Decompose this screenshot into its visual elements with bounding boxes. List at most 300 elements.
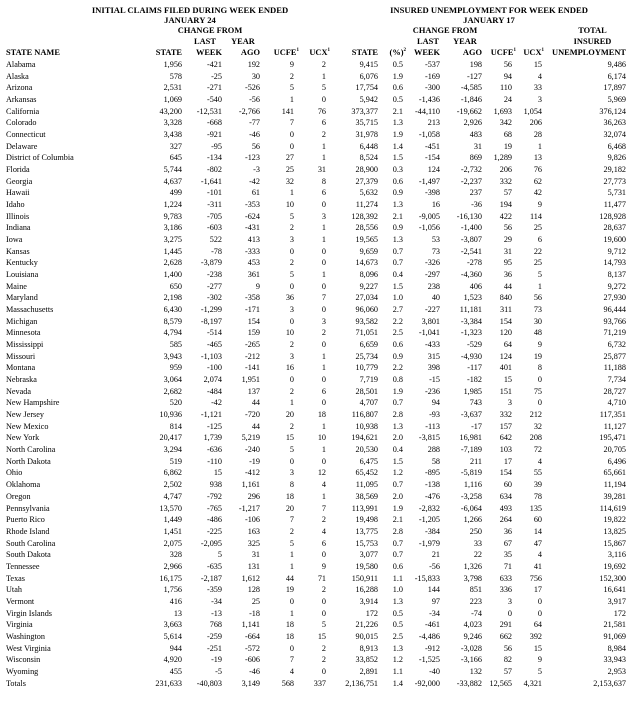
- state-claims-cell: 1,224: [163, 200, 182, 209]
- insured-change-last-week-cell: -1,205: [418, 515, 440, 525]
- claims-change-last-week-cell: -802: [206, 165, 222, 174]
- insured-change-year-ago-cell: 2,926: [463, 118, 482, 128]
- insured-ucfe-cell: 422: [499, 211, 512, 221]
- claims-ucx-cell: 15: [317, 631, 326, 641]
- total-insured-unemployment-cell: 15,867: [603, 538, 626, 548]
- insured-rate-cell: 1.0: [392, 585, 403, 595]
- insured-ucfe-cell: 56: [503, 223, 512, 233]
- claims-change-last-week-cell: 938: [209, 480, 222, 490]
- state-name-cell: Tennessee: [6, 561, 40, 571]
- claims-ucfe-cell: 141: [281, 106, 294, 116]
- insured-change-last-week-cell: -40: [429, 666, 440, 676]
- claims-ucx-cell: 71: [317, 573, 326, 583]
- insured-change-year-ago-cell: -3,166: [460, 655, 482, 665]
- insured-change-year-ago-cell: 483: [469, 130, 482, 139]
- insured-ucx-cell: 55: [533, 468, 542, 478]
- claims-ucfe-cell: 20: [285, 503, 294, 513]
- insured-change-year-ago-cell: 31: [473, 141, 482, 151]
- total-insured-unemployment-cell: 71,219: [603, 328, 626, 338]
- insured-ucx-cell: 76: [533, 165, 542, 174]
- state-name-cell: Michigan: [6, 316, 38, 326]
- claims-ucfe-cell: 1: [289, 398, 294, 408]
- claims-change-year-ago-cell: 3,149: [241, 678, 260, 688]
- claims-ucfe-cell: 27: [285, 153, 294, 163]
- insured-change-year-ago-cell: -2,237: [460, 176, 482, 186]
- insured-ucfe-cell: 24: [503, 95, 512, 104]
- insured-ucx-cell: 5: [537, 666, 542, 676]
- claims-change-last-week-cell: -1,299: [200, 305, 222, 315]
- insured-ucx-cell: 4: [537, 456, 542, 466]
- claims-change-year-ago-cell: 325: [247, 538, 260, 548]
- state-claims-cell: 645: [169, 153, 182, 163]
- claims-change-year-ago-cell: -353: [244, 200, 260, 209]
- claims-change-last-week-cell: -705: [206, 211, 222, 221]
- claims-ucfe-cell: 3: [289, 235, 294, 245]
- insured-ucx-cell: 41: [533, 561, 542, 571]
- claims-change-last-week-cell: -19: [211, 655, 222, 665]
- claims-ucfe-cell: 0: [289, 316, 294, 326]
- state-name-cell: Delaware: [6, 141, 38, 151]
- insured-change-year-ago-cell: -127: [466, 71, 482, 81]
- state-insured-cell: 4,707: [359, 398, 378, 408]
- claims-ucfe-cell: 5: [289, 83, 294, 93]
- claims-ucx-cell: 3: [321, 316, 326, 326]
- state-name-cell: Rhode Island: [6, 526, 50, 536]
- claims-ucfe-cell: 5: [289, 445, 294, 455]
- state-claims-cell: 4,920: [163, 655, 182, 665]
- insured-rate-cell: 1.3: [392, 596, 403, 606]
- state-insured-cell: 7,719: [359, 375, 378, 385]
- claims-ucx-cell: 1: [321, 445, 326, 455]
- insured-ucfe-cell: 120: [499, 328, 512, 338]
- state-insured-cell: 6,076: [359, 71, 378, 81]
- insured-ucx-cell: 22: [533, 246, 542, 256]
- insured-ucx-cell: 15: [533, 643, 542, 653]
- state-insured-cell: 28,556: [355, 223, 378, 233]
- insured-rate-cell: 2.5: [392, 328, 403, 338]
- claims-change-last-week-cell: -8,197: [200, 316, 222, 326]
- insured-ucx-cell: 17: [533, 585, 542, 595]
- insured-change-year-ago-cell: -2,541: [460, 246, 482, 256]
- insured-ucx-cell: 39: [533, 480, 542, 490]
- insured-rate-cell: 1.9: [392, 130, 403, 139]
- state-name-cell: Kansas: [6, 246, 30, 256]
- total-insured-unemployment-cell: 376,124: [599, 106, 626, 116]
- insured-change-last-week-cell: -169: [424, 71, 440, 81]
- claims-change-year-ago-cell: -265: [244, 340, 260, 350]
- claims-change-year-ago-cell: 30: [251, 71, 260, 81]
- insured-unemployment-date: JANUARY 17: [463, 14, 515, 25]
- claims-ucx-cell: 2: [321, 130, 326, 139]
- insured-ucx-cell: 3: [537, 95, 542, 104]
- insured-ucfe-cell: 493: [499, 503, 512, 513]
- insured-change-last-week-cell: 73: [431, 246, 440, 256]
- state-name-cell: Oklahoma: [6, 480, 41, 490]
- state-claims-cell: 1,449: [163, 515, 182, 525]
- claims-ucx-cell: 0: [321, 608, 326, 618]
- insured-change-year-ago-cell: 211: [470, 456, 482, 466]
- state-claims-cell: 585: [169, 340, 182, 350]
- insured-ucx-cell: 1: [537, 281, 542, 291]
- state-insured-cell: 9,659: [359, 246, 378, 256]
- state-claims-cell: 5,744: [163, 165, 182, 174]
- claims-ucx-cell: 2: [321, 585, 326, 595]
- claims-change-last-week-cell: -40,803: [196, 678, 222, 688]
- insured-ucx-cell: 15: [533, 60, 542, 69]
- claims-change-last-week-cell: -421: [206, 60, 222, 69]
- claims-change-year-ago-cell: -42: [249, 176, 260, 186]
- insured-ucfe-cell: 264: [499, 515, 512, 525]
- state-name-cell: Virgin Islands: [6, 608, 52, 618]
- insured-rate-cell: 0.8: [392, 375, 403, 385]
- claims-ucfe-cell: 1: [289, 561, 294, 571]
- insured-ucfe-cell: 31: [503, 246, 512, 256]
- insured-rate-cell: 1.9: [392, 71, 403, 81]
- state-insured-cell: 27,034: [355, 293, 378, 303]
- state-name-cell: Nevada: [6, 386, 32, 396]
- insured-ucfe-cell: 157: [499, 421, 512, 431]
- insured-ucfe-cell: 29: [503, 235, 512, 245]
- total-insured-unemployment-cell: 19,600: [603, 235, 626, 245]
- insured-rate-cell: 1.1: [392, 666, 403, 676]
- insured-ucx-cell: 13: [533, 153, 542, 163]
- state-insured-cell: 14,673: [355, 258, 378, 268]
- state-claims-cell: 578: [169, 71, 182, 81]
- total-insured-unemployment-cell: 91,069: [603, 631, 626, 641]
- insured-rate-cell: 1.3: [392, 421, 403, 431]
- insured-ucx-cell: 73: [533, 305, 542, 315]
- insured-rate-cell: 2.1: [392, 515, 403, 525]
- claims-ucx-cell: 0: [321, 95, 326, 104]
- state-insured-cell: 93,582: [355, 316, 378, 326]
- claims-ucfe-cell: 0: [289, 141, 294, 151]
- claims-ucx-cell: 6: [321, 386, 326, 396]
- total-insured-unemployment-cell: 2,153,637: [593, 678, 626, 688]
- claims-ucfe-cell: 7: [289, 118, 294, 128]
- state-claims-cell: 2,198: [163, 293, 182, 303]
- claims-ucx-cell: 18: [317, 410, 326, 420]
- state-insured-cell: 65,452: [355, 468, 378, 478]
- insured-ucx-cell: 4: [537, 550, 542, 560]
- claims-change-year-ago-cell: -19: [249, 456, 260, 466]
- claims-change-last-week-cell: -540: [206, 95, 222, 104]
- claims-change-year-ago-cell: 131: [247, 561, 260, 571]
- insured-ucx-cell: 6: [537, 235, 542, 245]
- state-insured-cell: 150,911: [351, 573, 378, 583]
- claims-change-year-ago-cell: -171: [244, 305, 260, 315]
- total-insured-unemployment-cell: 65,661: [603, 468, 626, 478]
- state-name-cell: Minnesota: [6, 328, 41, 338]
- state-claims-cell: 327: [169, 141, 182, 151]
- insured-rate-cell: 1.9: [392, 386, 403, 396]
- insured-change-last-week-cell: -34: [429, 608, 440, 618]
- state-claims-cell: 2,628: [163, 258, 182, 268]
- insured-header: INSURED: [573, 37, 612, 46]
- insured-ucfe-cell: 56: [503, 60, 512, 69]
- state-claims-cell: 1,956: [163, 60, 182, 69]
- claims-change-last-week-cell: -271: [206, 83, 222, 93]
- total-insured-unemployment-cell: 114,619: [599, 503, 626, 513]
- insured-change-last-week-cell: 21: [431, 550, 440, 560]
- insured-change-year-ago-cell: -3,258: [460, 491, 482, 501]
- claims-change-last-week-cell: 1,739: [203, 433, 222, 443]
- claims-change-year-ago-cell: -572: [244, 643, 260, 653]
- insured-rate-cell: 2.2: [392, 363, 403, 373]
- insured-ucfe-cell: 56: [503, 643, 512, 653]
- claims-ucx-cell: 1: [321, 491, 326, 501]
- state-name-cell: Nebraska: [6, 375, 37, 385]
- insured-ucfe-cell: 35: [503, 550, 512, 560]
- claims-ucfe-cell: 36: [285, 293, 294, 303]
- insured-change-year-ago-cell: -3,807: [460, 235, 482, 245]
- insured-change-last-week-cell: -2,832: [418, 503, 440, 513]
- claims-change-year-ago-cell: -412: [244, 468, 260, 478]
- insured-change-year-ago-cell: -2,732: [460, 165, 482, 174]
- claims-change-year-ago-cell: -56: [249, 95, 260, 104]
- claims-change-year-ago-cell: 61: [251, 188, 260, 198]
- total-insured-unemployment-cell: 6,174: [607, 71, 626, 81]
- insured-change-last-week-cell: -236: [424, 386, 440, 396]
- claims-change-year-ago-cell: 192: [247, 60, 260, 69]
- state-name-cell: Alaska: [6, 71, 29, 81]
- insured-change-year-ago-cell: 16,981: [459, 433, 482, 443]
- claims-change-year-ago-cell: -18: [249, 608, 260, 618]
- state-claims-cell: 2,682: [163, 386, 182, 396]
- state-insured-cell: 33,852: [355, 655, 378, 665]
- total-insured-unemployment-cell: 195,471: [599, 433, 626, 443]
- insured-ucx-cell: 206: [529, 118, 542, 128]
- claims-ucfe-cell: 8: [289, 480, 294, 490]
- state-claims-cell: 455: [169, 666, 182, 676]
- state-name-cell: Maryland: [6, 293, 38, 303]
- claims-ucx-cell: 1: [321, 351, 326, 361]
- insured-ucx-cell: 392: [529, 631, 542, 641]
- insured-change-year-ago-cell: 1,985: [463, 386, 482, 396]
- state-name-cell: Montana: [6, 363, 36, 373]
- claims-ucx-cell: 3: [321, 211, 326, 221]
- insured-change-last-week-cell: 53: [431, 235, 440, 245]
- claims-change-last-week-cell: -792: [206, 491, 222, 501]
- insured-rate-cell: 0.9: [392, 223, 403, 233]
- state-name-cell: New Mexico: [6, 421, 49, 431]
- insured-change-year-ago-cell: -16,130: [456, 211, 482, 221]
- state-name-cell: Virginia: [6, 620, 33, 630]
- claims-ucx-cell: 0: [321, 200, 326, 209]
- state-insured-cell: 5,942: [359, 95, 378, 104]
- insured-ucx-cell: 9: [537, 340, 542, 350]
- state-insured-cell: 194,621: [351, 433, 378, 443]
- state-claims-cell: 499: [169, 188, 182, 198]
- claims-change-year-ago-cell: 361: [247, 270, 260, 280]
- insured-rate-cell: 0.6: [392, 176, 403, 186]
- insured-rate-cell: 1.5: [392, 281, 403, 291]
- insured-change-year-ago-cell: 22: [473, 550, 482, 560]
- insured-ucx-cell: 60: [533, 515, 542, 525]
- insured-ucfe-cell: 60: [503, 480, 512, 490]
- claims-ucx-cell: 31: [317, 165, 326, 174]
- insured-change-year-ago-cell: -3,384: [460, 316, 482, 326]
- insured-ucfe-cell: 633: [499, 573, 512, 583]
- claims-change-year-ago-cell: -240: [244, 445, 260, 455]
- claims-change-last-week-cell: -238: [206, 270, 222, 280]
- insured-change-last-week-cell: 97: [431, 596, 440, 606]
- insured-change-year-ago-cell: 33: [473, 538, 482, 548]
- insured-ucfe-cell: 95: [503, 258, 512, 268]
- total-insured-unemployment-cell: 5,731: [607, 188, 626, 198]
- insured-ucfe-cell: 19: [503, 141, 512, 151]
- state-name-cell: North Dakota: [6, 456, 51, 466]
- insured-ucx-cell: 208: [529, 433, 542, 443]
- state-name-cell: New York: [6, 433, 40, 443]
- claims-ucfe-cell: 10: [285, 200, 294, 209]
- claims-ucx-cell: 6: [321, 188, 326, 198]
- state-insured-cell: 9,415: [359, 60, 378, 69]
- claims-ucx-cell: 1: [321, 153, 326, 163]
- state-claims-cell: 959: [169, 363, 182, 373]
- pct-header: (%)$^2$: [389, 48, 406, 57]
- claims-ucx-cell: 76: [317, 106, 326, 116]
- insured-change-last-week-cell: -895: [424, 468, 440, 478]
- total-insured-unemployment-cell: 5,969: [607, 95, 626, 104]
- insured-ucfe-cell: 110: [500, 83, 512, 93]
- claims-ucx-cell: 0: [321, 596, 326, 606]
- state-insured-cell: 373,377: [351, 106, 378, 116]
- total-insured-unemployment-cell: 152,300: [599, 573, 626, 583]
- insured-change-year-ago-cell: 1,523: [463, 293, 482, 303]
- insured-change-last-week-cell: -15: [429, 375, 440, 385]
- insured-change-last-week-cell: -398: [424, 188, 440, 198]
- claims-change-year-ago-cell: -46: [249, 666, 260, 676]
- claims-change-last-week-cell: -2,187: [200, 573, 222, 583]
- total-insured-unemployment-cell: 128,928: [599, 211, 626, 221]
- claims-ucx-cell: 0: [321, 305, 326, 315]
- claims-ucx-cell: 0: [321, 456, 326, 466]
- insured-ucx-cell: 4: [537, 71, 542, 81]
- state-claims-cell: 2,531: [163, 83, 182, 93]
- insured-change-year-ago-cell: -74: [471, 608, 482, 618]
- insured-ucx-cell: 72: [533, 445, 542, 455]
- claims-change-year-ago-cell: 5,219: [241, 433, 260, 443]
- state-insured-cell: 16,288: [355, 585, 378, 595]
- left-state-header: STATE: [155, 48, 182, 57]
- state-insured-cell: 25,734: [355, 351, 378, 361]
- state-insured-cell: 28,900: [355, 165, 378, 174]
- state-insured-cell: 8,913: [359, 643, 378, 653]
- state-name-cell: Massachusetts: [6, 305, 54, 315]
- initial-claims-title: INITIAL CLAIMS FILED DURING WEEK ENDED: [91, 5, 289, 15]
- insured-change-last-week-cell: 16: [431, 200, 440, 209]
- claims-change-year-ago-cell: 137: [247, 386, 260, 396]
- state-name-cell: Maine: [6, 281, 27, 291]
- state-name-cell: Idaho: [6, 200, 25, 209]
- insured-change-last-week-cell: 238: [427, 281, 440, 291]
- insured-rate-cell: 1.4: [392, 141, 403, 151]
- insured-change-year-ago-cell: 3,798: [463, 573, 482, 583]
- insured-change-year-ago-cell: 406: [469, 281, 482, 291]
- right-week-header: WEEK: [413, 48, 440, 57]
- insured-change-last-week-cell: -1,979: [418, 538, 440, 548]
- total-insured-unemployment-cell: 7,734: [607, 375, 626, 385]
- total-insured-unemployment-cell: 8,137: [607, 270, 626, 280]
- insured-change-year-ago-cell: 1,116: [463, 480, 482, 490]
- claims-change-year-ago-cell: 413: [247, 235, 260, 245]
- claims-ucfe-cell: 0: [289, 643, 294, 653]
- insured-change-year-ago-cell: 1,326: [463, 561, 482, 571]
- state-insured-cell: 8,524: [359, 153, 378, 163]
- claims-ucfe-cell: 18: [285, 631, 294, 641]
- state-claims-cell: 43,200: [159, 106, 182, 116]
- claims-ucfe-cell: 18: [285, 620, 294, 630]
- insured-change-year-ago-cell: 198: [469, 60, 482, 69]
- claims-ucfe-cell: 1: [289, 550, 294, 560]
- total-insured-unemployment-cell: 3,917: [607, 596, 626, 606]
- claims-ucx-cell: 4: [321, 526, 326, 536]
- insured-change-last-week-cell: -138: [424, 480, 440, 490]
- claims-change-year-ago-cell: 25: [251, 596, 260, 606]
- state-name-cell: California: [6, 106, 40, 116]
- claims-ucfe-cell: 0: [289, 246, 294, 256]
- total-insured-unemployment-cell: 19,692: [603, 561, 626, 571]
- state-claims-cell: 6,862: [163, 468, 182, 478]
- claims-ucx-cell: 7: [321, 293, 326, 303]
- claims-change-last-week-cell: -1,103: [200, 351, 222, 361]
- claims-change-last-week-cell: 2,074: [203, 375, 222, 385]
- claims-change-last-week-cell: 5: [217, 550, 222, 560]
- state-insured-cell: 6,659: [359, 340, 378, 350]
- state-name-cell: Florida: [6, 165, 30, 174]
- insured-change-last-week-cell: -56: [429, 561, 440, 571]
- insured-ucfe-cell: 57: [503, 188, 512, 198]
- claims-change-last-week-cell: -251: [206, 643, 222, 653]
- insured-rate-cell: 2.0: [392, 491, 403, 501]
- insured-change-last-week-cell: -912: [424, 643, 440, 653]
- insured-change-last-week-cell: -113: [425, 421, 440, 431]
- claims-change-last-week-cell: -311: [207, 200, 222, 209]
- claims-change-last-week-cell: -486: [206, 515, 222, 525]
- state-insured-cell: 19,580: [355, 561, 378, 571]
- state-claims-cell: 4,747: [163, 491, 182, 501]
- total-insured-unemployment-cell: 21,581: [603, 620, 626, 630]
- state-claims-cell: 231,633: [155, 678, 182, 688]
- state-claims-cell: 328: [169, 550, 182, 560]
- claims-change-year-ago-cell: 56: [251, 141, 260, 151]
- insured-ucx-cell: 1,054: [523, 106, 542, 116]
- state-name-cell: South Carolina: [6, 538, 56, 548]
- insured-change-last-week-cell: 94: [431, 398, 440, 408]
- state-name-cell: New Hampshire: [6, 398, 60, 408]
- insured-change-last-week-cell: -1,058: [418, 130, 440, 139]
- total-insured-unemployment-cell: 11,127: [603, 421, 626, 431]
- state-insured-cell: 35,715: [355, 118, 378, 128]
- claims-ucfe-cell: 2: [289, 223, 294, 233]
- insured-change-year-ago-cell: -1,846: [460, 95, 482, 104]
- total-insured-unemployment-cell: 16,641: [603, 585, 626, 595]
- state-claims-cell: 6,430: [163, 305, 182, 315]
- total-insured-unemployment-cell: 20,705: [603, 445, 626, 455]
- claims-change-last-week-cell: -668: [206, 118, 222, 128]
- claims-change-year-ago-cell: -212: [244, 351, 260, 361]
- insured-ucfe-cell: 57: [503, 666, 512, 676]
- state-claims-cell: 1,451: [163, 526, 182, 536]
- claims-ucx-cell: 0: [321, 398, 326, 408]
- insured-change-last-week-cell: 288: [427, 445, 440, 455]
- insured-change-year-ago-cell: -117: [467, 363, 482, 373]
- claims-ucfe-cell: 19: [285, 585, 294, 595]
- insured-ucfe-cell: 634: [499, 491, 512, 501]
- insured-ucx-cell: 64: [533, 620, 542, 630]
- claims-change-last-week-cell: -484: [206, 386, 222, 396]
- insured-ucfe-cell: 3: [507, 596, 512, 606]
